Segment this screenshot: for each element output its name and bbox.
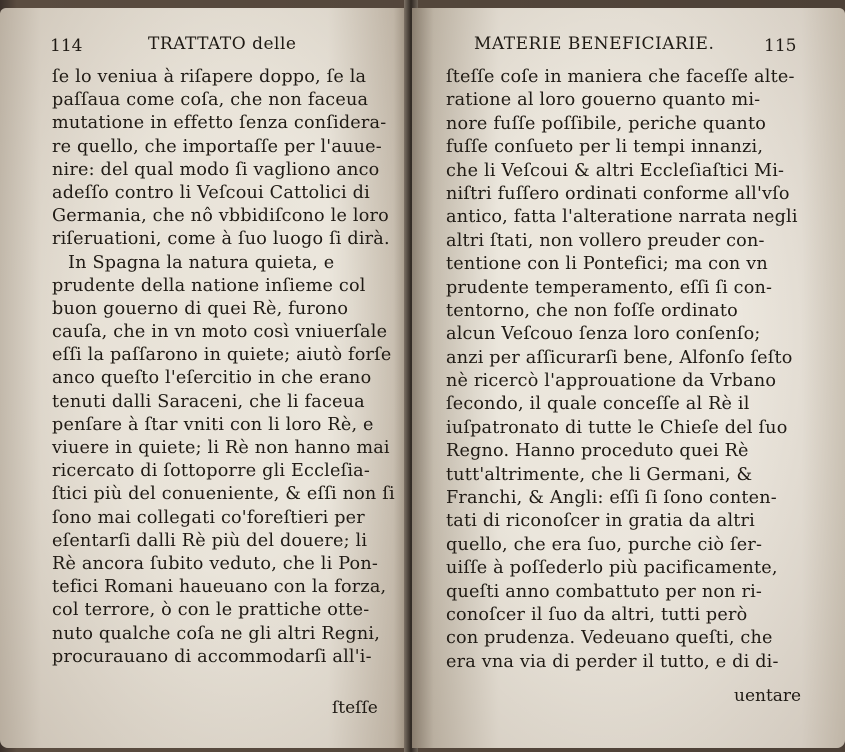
text-line: tenuti dalli Saraceni, che li faceua: [52, 391, 365, 412]
right-page: [412, 8, 845, 748]
left-text-block: [52, 66, 402, 669]
text-line: che li Veſcoui & altri Eccleſiaſtici Mi-: [446, 160, 785, 181]
text-line: conoſcer il ſuo da altri, tutti però: [446, 604, 748, 625]
left-running-head: TRATTATO delle: [148, 34, 297, 54]
text-line: tefici Romani haueuano con la forza,: [52, 577, 387, 598]
right-catchword: uentare: [734, 686, 802, 706]
text-line: nire: del qual modo ſi vagliono anco: [52, 159, 380, 180]
left-page: [0, 8, 410, 748]
text-line: iuſpatronato di tutte le Chieſe del ſuo: [446, 417, 788, 438]
text-line: riſeruationi, come à ſuo luogo ſi dirà.: [52, 229, 390, 250]
text-line: tutt'altrimente, che li Germani, &: [446, 464, 753, 485]
right-page-number: 115: [764, 36, 797, 56]
text-line: fuſſe conſueto per li tempi innanzi,: [446, 137, 764, 158]
text-line: ſecondo, il quale conceſſe al Rè il: [446, 394, 750, 415]
text-line: uiſſe à poſſederlo più pacificamente,: [446, 558, 778, 579]
text-line: adeſſo contro li Veſcoui Cattolici di: [52, 182, 370, 203]
text-line: ratione al loro gouerno quanto mi-: [446, 90, 761, 111]
text-line: ſono mai collegati co'foreſtieri per: [52, 507, 365, 528]
text-line: Regno. Hanno proceduto quei Rè: [446, 441, 749, 462]
text-line: anzi per aſſicurarſi bene, Alfonſo ſeſto: [446, 347, 793, 368]
text-line: mutatione in effetto ſenza conſidera-: [52, 113, 387, 134]
text-line: nore fuſſe poſſibile, periche quanto: [446, 113, 767, 134]
text-line: viuere in quiete; li Rè non hanno mai: [52, 438, 390, 458]
text-line: tati di riconoſcer in gratia da altri: [446, 511, 755, 532]
text-line: cauſa, che in vn moto così vniuerſale: [52, 322, 388, 343]
right-running-head: MATERIE BENEFICIARIE.: [474, 34, 715, 54]
text-line: ſteſſe coſe in maniera che faceſſe alte-: [446, 67, 795, 87]
text-line: re quello, che importaſſe per l'auue-: [52, 136, 382, 157]
text-line: era vna via di perder il tutto, e di di-: [446, 651, 779, 672]
text-line: alcun Veſcouo ſenza loro conſenſo;: [446, 324, 761, 345]
left-page-number: 114: [50, 36, 83, 56]
text-line: buon gouerno di quei Rè, furono: [52, 298, 349, 319]
text-line: ſe lo veniua à riſapere doppo, ſe la: [52, 67, 367, 87]
text-line: penſare à ſtar vniti con li loro Rè, e: [52, 414, 374, 435]
text-line: eſſi la paſſarono in quiete; aiutò forſe: [52, 345, 392, 366]
text-line: prudente temperamento, eſſi ſi con-: [446, 277, 773, 298]
text-line: niſtri fuſſero ordinati conforme all'vſo: [446, 183, 790, 204]
text-line: con prudenza. Vedeuano queſti, che: [446, 628, 773, 649]
right-text-block: [446, 66, 826, 674]
text-line: paſſaua come coſa, che non faceua: [52, 90, 369, 111]
text-line: In Spagna la natura quieta, e: [68, 252, 335, 273]
text-line: queſti anno combattuto per non ri-: [446, 581, 763, 602]
text-line: eſentarſi dalli Rè più del douere; li: [52, 530, 368, 551]
text-line: antico, fatta l'alteratione narrata negli: [446, 207, 798, 228]
text-line: col terrore, ò con le prattiche otte-: [52, 600, 370, 621]
text-line: ricercato di ſottoporre gli Eccleſia-: [52, 461, 370, 482]
text-line: Germania, che nô vbbidiſcono le loro: [52, 206, 389, 227]
text-line: procurauano di accommodarſi all'i-: [52, 646, 372, 667]
text-line: ſtici più del conueniente, & eſſi non ſi: [52, 484, 395, 505]
text-line: nuto qualche coſa ne gli altri Regni,: [52, 623, 380, 644]
text-line: Rè ancora ſubito veduto, che li Pon-: [52, 553, 379, 574]
text-line: quello, che era ſuo, purche ciò ſer-: [446, 534, 763, 555]
text-line: Franchi, & Angli: eſſi ſi ſono conten-: [446, 488, 777, 509]
text-line: prudente della natione inſieme col: [52, 275, 366, 296]
text-line: anco queſto l'eſercitio in che erano: [52, 368, 372, 389]
text-line: tentione con li Pontefici; ma con vn: [446, 254, 768, 275]
text-line: altri ſtati, non vollero preuder con-: [446, 230, 765, 251]
text-line: tentorno, che non foſſe ordinato: [446, 300, 738, 321]
left-catchword: ſteſſe: [332, 698, 378, 718]
text-line: nè ricercò l'approuatione da Vrbano: [446, 371, 777, 392]
